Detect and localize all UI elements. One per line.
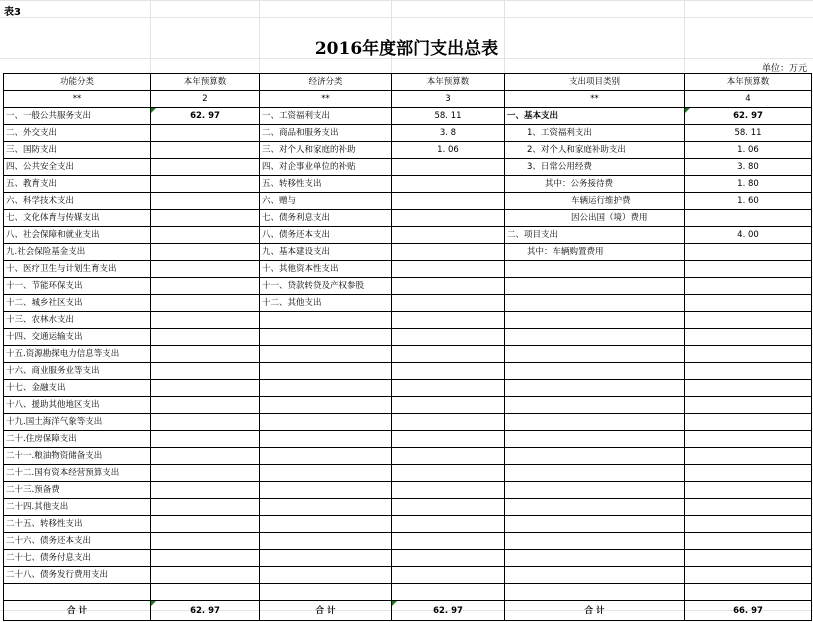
function-budget-cell[interactable] bbox=[151, 414, 260, 431]
item-budget-cell[interactable] bbox=[685, 278, 812, 295]
function-class-cell[interactable]: 二十八、债务发行费用支出 bbox=[4, 567, 151, 584]
function-budget-cell[interactable] bbox=[151, 550, 260, 567]
item-budget-cell[interactable] bbox=[685, 210, 812, 227]
economic-class-cell[interactable]: 六、赠与 bbox=[260, 193, 392, 210]
economic-class-cell[interactable] bbox=[260, 397, 392, 414]
economic-budget-cell[interactable] bbox=[392, 363, 505, 380]
function-class-cell[interactable]: 二十三.预备费 bbox=[4, 482, 151, 499]
function-class-cell[interactable]: 二十四.其他支出 bbox=[4, 499, 151, 516]
table-header-row bbox=[4, 74, 812, 91]
table-body bbox=[4, 74, 812, 621]
item-category-cell[interactable]: 其中：车辆购置费用 bbox=[505, 244, 685, 261]
item-budget-cell[interactable] bbox=[685, 584, 812, 601]
function-class-cell[interactable]: 十、医疗卫生与计划生育支出 bbox=[4, 261, 151, 278]
item-category-cell[interactable]: 因公出国（境）费用 bbox=[505, 210, 685, 227]
economic-budget-cell[interactable] bbox=[392, 516, 505, 533]
economic-class-cell[interactable]: 五、转移性支出 bbox=[260, 176, 392, 193]
item-category-cell[interactable] bbox=[505, 584, 685, 601]
economic-budget-cell[interactable] bbox=[392, 397, 505, 414]
item-category-cell[interactable] bbox=[505, 380, 685, 397]
function-budget-cell[interactable]: 62. 97 bbox=[151, 108, 260, 125]
table-row bbox=[4, 295, 812, 312]
economic-class-cell[interactable]: 十一、贷款转贷及产权参股 bbox=[260, 278, 392, 295]
function-budget-cell[interactable] bbox=[151, 295, 260, 312]
function-budget-cell[interactable] bbox=[151, 380, 260, 397]
economic-class-cell[interactable] bbox=[260, 363, 392, 380]
function-budget-cell[interactable] bbox=[151, 431, 260, 448]
item-budget-cell[interactable] bbox=[685, 516, 812, 533]
function-class-cell[interactable]: 五、教育支出 bbox=[4, 176, 151, 193]
function-budget-cell[interactable] bbox=[151, 346, 260, 363]
economic-budget-cell[interactable] bbox=[392, 482, 505, 499]
unit-label: 单位：万元 bbox=[761, 64, 807, 74]
item-category-cell[interactable] bbox=[505, 397, 685, 414]
item-budget-cell[interactable] bbox=[685, 567, 812, 584]
item-budget-cell[interactable] bbox=[685, 295, 812, 312]
item-budget-cell[interactable] bbox=[685, 312, 812, 329]
economic-budget-cell[interactable]: 3. 8 bbox=[392, 125, 505, 142]
item-budget-cell[interactable]: 62. 97 bbox=[685, 108, 812, 125]
item-category-cell[interactable] bbox=[505, 550, 685, 567]
economic-budget-cell[interactable] bbox=[392, 278, 505, 295]
header-function-class[interactable]: 功能分类 bbox=[4, 74, 151, 91]
economic-budget-cell[interactable]: 1. 06 bbox=[392, 142, 505, 159]
item-category-cell[interactable] bbox=[505, 261, 685, 278]
item-budget-cell[interactable]: 3. 80 bbox=[685, 159, 812, 176]
economic-budget-cell[interactable] bbox=[392, 584, 505, 601]
total-economic-value[interactable]: 62. 97 bbox=[392, 601, 505, 621]
function-class-cell[interactable]: 七、文化体育与传媒支出 bbox=[4, 210, 151, 227]
function-budget-cell[interactable] bbox=[151, 176, 260, 193]
function-budget-cell[interactable] bbox=[151, 363, 260, 380]
function-budget-cell[interactable] bbox=[151, 210, 260, 227]
economic-class-cell[interactable]: 九、基本建设支出 bbox=[260, 244, 392, 261]
function-budget-cell[interactable] bbox=[151, 193, 260, 210]
table-row bbox=[4, 278, 812, 295]
economic-budget-cell[interactable] bbox=[392, 499, 505, 516]
economic-budget-cell[interactable] bbox=[392, 550, 505, 567]
subheader-cell[interactable]: 4 bbox=[685, 91, 812, 108]
item-budget-cell[interactable] bbox=[685, 465, 812, 482]
table-row bbox=[4, 244, 812, 261]
economic-class-cell[interactable]: 三、对个人和家庭的补助 bbox=[260, 142, 392, 159]
function-class-cell[interactable]: 六、科学技术支出 bbox=[4, 193, 151, 210]
total-label-item[interactable]: 合 计 bbox=[505, 601, 685, 621]
function-budget-cell[interactable] bbox=[151, 465, 260, 482]
item-budget-cell[interactable]: 1. 80 bbox=[685, 176, 812, 193]
table-row bbox=[4, 227, 812, 244]
item-category-cell[interactable]: 二、项目支出 bbox=[505, 227, 685, 244]
economic-budget-cell[interactable] bbox=[392, 380, 505, 397]
function-class-cell[interactable]: 十七、金融支出 bbox=[4, 380, 151, 397]
economic-budget-cell[interactable]: 58. 11 bbox=[392, 108, 505, 125]
economic-class-cell[interactable] bbox=[260, 499, 392, 516]
item-category-cell[interactable] bbox=[505, 482, 685, 499]
economic-class-cell[interactable] bbox=[260, 465, 392, 482]
function-class-cell[interactable]: 一、一般公共服务支出 bbox=[4, 108, 151, 125]
function-class-cell[interactable]: 十九.国土海洋气象等支出 bbox=[4, 414, 151, 431]
expenditure-table bbox=[3, 73, 812, 621]
economic-class-cell[interactable] bbox=[260, 550, 392, 567]
table-row bbox=[4, 550, 812, 567]
economic-class-cell[interactable] bbox=[260, 431, 392, 448]
function-class-cell[interactable]: 八、社会保障和就业支出 bbox=[4, 227, 151, 244]
economic-budget-cell[interactable] bbox=[392, 261, 505, 278]
function-class-cell[interactable]: 二十六、债务还本支出 bbox=[4, 533, 151, 550]
economic-class-cell[interactable]: 十二、其他支出 bbox=[260, 295, 392, 312]
function-class-cell[interactable]: 二、外交支出 bbox=[4, 125, 151, 142]
function-class-cell[interactable]: 十四、交通运输支出 bbox=[4, 329, 151, 346]
item-budget-cell[interactable] bbox=[685, 482, 812, 499]
table-row bbox=[4, 465, 812, 482]
item-category-cell[interactable] bbox=[505, 431, 685, 448]
economic-budget-cell[interactable] bbox=[392, 210, 505, 227]
item-category-cell[interactable]: 3、日常公用经费 bbox=[505, 159, 685, 176]
subheader-cell[interactable]: 3 bbox=[392, 91, 505, 108]
economic-budget-cell[interactable] bbox=[392, 295, 505, 312]
subheader-cell[interactable]: 2 bbox=[151, 91, 260, 108]
economic-class-cell[interactable]: 一、工资福利支出 bbox=[260, 108, 392, 125]
economic-budget-cell[interactable] bbox=[392, 193, 505, 210]
table-row bbox=[4, 431, 812, 448]
function-class-cell[interactable]: 二十七、债务付息支出 bbox=[4, 550, 151, 567]
table-row bbox=[4, 125, 812, 142]
item-category-cell[interactable] bbox=[505, 516, 685, 533]
item-budget-cell[interactable] bbox=[685, 533, 812, 550]
table-row bbox=[4, 346, 812, 363]
function-budget-cell[interactable] bbox=[151, 567, 260, 584]
item-category-cell[interactable] bbox=[505, 414, 685, 431]
function-class-cell[interactable]: 二十二.国有资本经营预算支出 bbox=[4, 465, 151, 482]
table-row bbox=[4, 312, 812, 329]
subheader-cell[interactable]: ** bbox=[4, 91, 151, 108]
item-category-cell[interactable] bbox=[505, 499, 685, 516]
function-budget-cell[interactable] bbox=[151, 533, 260, 550]
function-class-cell[interactable]: 十二、城乡社区支出 bbox=[4, 295, 151, 312]
function-budget-cell[interactable] bbox=[151, 278, 260, 295]
item-budget-cell[interactable] bbox=[685, 499, 812, 516]
function-budget-cell[interactable] bbox=[151, 516, 260, 533]
function-class-cell[interactable]: 二十一.粮油物资储备支出 bbox=[4, 448, 151, 465]
header-budget-3[interactable]: 本年预算数 bbox=[392, 74, 505, 91]
header-budget-4[interactable]: 本年预算数 bbox=[685, 74, 812, 91]
item-budget-cell[interactable] bbox=[685, 550, 812, 567]
item-category-cell[interactable] bbox=[505, 329, 685, 346]
function-class-cell[interactable]: 二十五、转移性支出 bbox=[4, 516, 151, 533]
economic-class-cell[interactable] bbox=[260, 533, 392, 550]
function-class-cell[interactable]: 十一、节能环保支出 bbox=[4, 278, 151, 295]
item-category-cell[interactable] bbox=[505, 363, 685, 380]
item-category-cell[interactable] bbox=[505, 533, 685, 550]
function-class-cell[interactable]: 十六、商业服务业等支出 bbox=[4, 363, 151, 380]
economic-budget-cell[interactable] bbox=[392, 176, 505, 193]
item-category-cell[interactable]: 1、工资福利支出 bbox=[505, 125, 685, 142]
economic-class-cell[interactable] bbox=[260, 448, 392, 465]
totals-row bbox=[4, 601, 812, 621]
item-category-cell[interactable] bbox=[505, 346, 685, 363]
function-class-cell[interactable]: 二十.住房保障支出 bbox=[4, 431, 151, 448]
table-row bbox=[4, 499, 812, 516]
economic-class-cell[interactable] bbox=[260, 482, 392, 499]
function-budget-cell[interactable] bbox=[151, 397, 260, 414]
economic-class-cell[interactable]: 七、债务利息支出 bbox=[260, 210, 392, 227]
function-class-cell[interactable] bbox=[4, 584, 151, 601]
economic-budget-cell[interactable] bbox=[392, 346, 505, 363]
item-category-cell[interactable] bbox=[505, 278, 685, 295]
economic-budget-cell[interactable] bbox=[392, 567, 505, 584]
item-budget-cell[interactable] bbox=[685, 431, 812, 448]
function-class-cell[interactable]: 十八、援助其他地区支出 bbox=[4, 397, 151, 414]
item-budget-cell[interactable] bbox=[685, 261, 812, 278]
table-subheader-row bbox=[4, 91, 812, 108]
economic-budget-cell[interactable] bbox=[392, 465, 505, 482]
item-category-cell[interactable]: 2、对个人和家庭补助支出 bbox=[505, 142, 685, 159]
total-item-value[interactable]: 66. 97 bbox=[685, 601, 812, 621]
table-row bbox=[4, 482, 812, 499]
table-row bbox=[4, 329, 812, 346]
economic-budget-cell[interactable] bbox=[392, 329, 505, 346]
subheader-cell[interactable]: ** bbox=[505, 91, 685, 108]
economic-budget-cell[interactable] bbox=[392, 227, 505, 244]
economic-class-cell[interactable] bbox=[260, 346, 392, 363]
economic-budget-cell[interactable] bbox=[392, 414, 505, 431]
item-category-cell[interactable] bbox=[505, 448, 685, 465]
table-row bbox=[4, 142, 812, 159]
function-class-cell[interactable]: 三、国防支出 bbox=[4, 142, 151, 159]
header-budget-2[interactable]: 本年预算数 bbox=[151, 74, 260, 91]
item-budget-cell[interactable] bbox=[685, 244, 812, 261]
economic-budget-cell[interactable] bbox=[392, 312, 505, 329]
function-budget-cell[interactable] bbox=[151, 227, 260, 244]
item-budget-cell[interactable]: 1. 60 bbox=[685, 193, 812, 210]
economic-budget-cell[interactable] bbox=[392, 533, 505, 550]
table-row bbox=[4, 363, 812, 380]
item-category-cell[interactable] bbox=[505, 465, 685, 482]
item-category-cell[interactable]: 车辆运行维护费 bbox=[505, 193, 685, 210]
function-budget-cell[interactable] bbox=[151, 142, 260, 159]
function-budget-cell[interactable] bbox=[151, 261, 260, 278]
item-budget-cell[interactable] bbox=[685, 414, 812, 431]
item-budget-cell[interactable] bbox=[685, 397, 812, 414]
function-budget-cell[interactable] bbox=[151, 329, 260, 346]
function-class-cell[interactable]: 十三、农林水支出 bbox=[4, 312, 151, 329]
economic-budget-cell[interactable] bbox=[392, 159, 505, 176]
function-budget-cell[interactable] bbox=[151, 584, 260, 601]
function-class-cell[interactable]: 十五.资源勘探电力信息等支出 bbox=[4, 346, 151, 363]
item-category-cell[interactable]: 一、基本支出 bbox=[505, 108, 685, 125]
item-budget-cell[interactable] bbox=[685, 380, 812, 397]
economic-class-cell[interactable]: 八、债务还本支出 bbox=[260, 227, 392, 244]
function-budget-cell[interactable] bbox=[151, 499, 260, 516]
economic-class-cell[interactable]: 四、对企事业单位的补贴 bbox=[260, 159, 392, 176]
function-class-cell[interactable]: 九.社会保险基金支出 bbox=[4, 244, 151, 261]
table-row bbox=[4, 380, 812, 397]
total-label-function[interactable]: 合 计 bbox=[4, 601, 151, 621]
total-label-economic[interactable]: 合 计 bbox=[260, 601, 392, 621]
item-budget-cell[interactable]: 4. 00 bbox=[685, 227, 812, 244]
table-row bbox=[4, 261, 812, 278]
economic-budget-cell[interactable] bbox=[392, 244, 505, 261]
economic-budget-cell[interactable] bbox=[392, 448, 505, 465]
table-row bbox=[4, 108, 812, 125]
economic-class-cell[interactable]: 二、商品和服务支出 bbox=[260, 125, 392, 142]
economic-class-cell[interactable] bbox=[260, 516, 392, 533]
economic-class-cell[interactable] bbox=[260, 329, 392, 346]
item-category-cell[interactable]: 其中：公务接待费 bbox=[505, 176, 685, 193]
table-row bbox=[4, 414, 812, 431]
item-budget-cell[interactable]: 1. 06 bbox=[685, 142, 812, 159]
table-row bbox=[4, 193, 812, 210]
table-row bbox=[4, 159, 812, 176]
economic-class-cell[interactable] bbox=[260, 312, 392, 329]
subheader-cell[interactable]: ** bbox=[260, 91, 392, 108]
header-economic-class[interactable]: 经济分类 bbox=[260, 74, 392, 91]
item-category-cell[interactable] bbox=[505, 295, 685, 312]
item-budget-cell[interactable] bbox=[685, 346, 812, 363]
function-budget-cell[interactable] bbox=[151, 159, 260, 176]
function-budget-cell[interactable] bbox=[151, 125, 260, 142]
table-row bbox=[4, 567, 812, 584]
item-category-cell[interactable] bbox=[505, 312, 685, 329]
table-row bbox=[4, 448, 812, 465]
item-budget-cell[interactable] bbox=[685, 448, 812, 465]
function-budget-cell[interactable] bbox=[151, 448, 260, 465]
economic-class-cell[interactable] bbox=[260, 380, 392, 397]
function-budget-cell[interactable] bbox=[151, 244, 260, 261]
page-title: 2016年度部门支出总表 bbox=[314, 39, 499, 59]
header-item-category[interactable]: 支出项目类别 bbox=[505, 74, 685, 91]
function-budget-cell[interactable] bbox=[151, 482, 260, 499]
economic-budget-cell[interactable] bbox=[392, 431, 505, 448]
item-category-cell[interactable] bbox=[505, 567, 685, 584]
total-function-value[interactable]: 62. 97 bbox=[151, 601, 260, 621]
function-budget-cell[interactable] bbox=[151, 312, 260, 329]
table-row bbox=[4, 516, 812, 533]
economic-class-cell[interactable] bbox=[260, 567, 392, 584]
item-budget-cell[interactable] bbox=[685, 363, 812, 380]
economic-class-cell[interactable] bbox=[260, 584, 392, 601]
table-row bbox=[4, 584, 812, 601]
function-class-cell[interactable]: 四、公共安全支出 bbox=[4, 159, 151, 176]
item-budget-cell[interactable]: 58. 11 bbox=[685, 125, 812, 142]
economic-class-cell[interactable] bbox=[260, 414, 392, 431]
table-row bbox=[4, 176, 812, 193]
item-budget-cell[interactable] bbox=[685, 329, 812, 346]
sheet-tag: 表3 bbox=[4, 7, 21, 18]
economic-class-cell[interactable]: 十、其他资本性支出 bbox=[260, 261, 392, 278]
table-row bbox=[4, 210, 812, 227]
table-row bbox=[4, 533, 812, 550]
table-row bbox=[4, 397, 812, 414]
